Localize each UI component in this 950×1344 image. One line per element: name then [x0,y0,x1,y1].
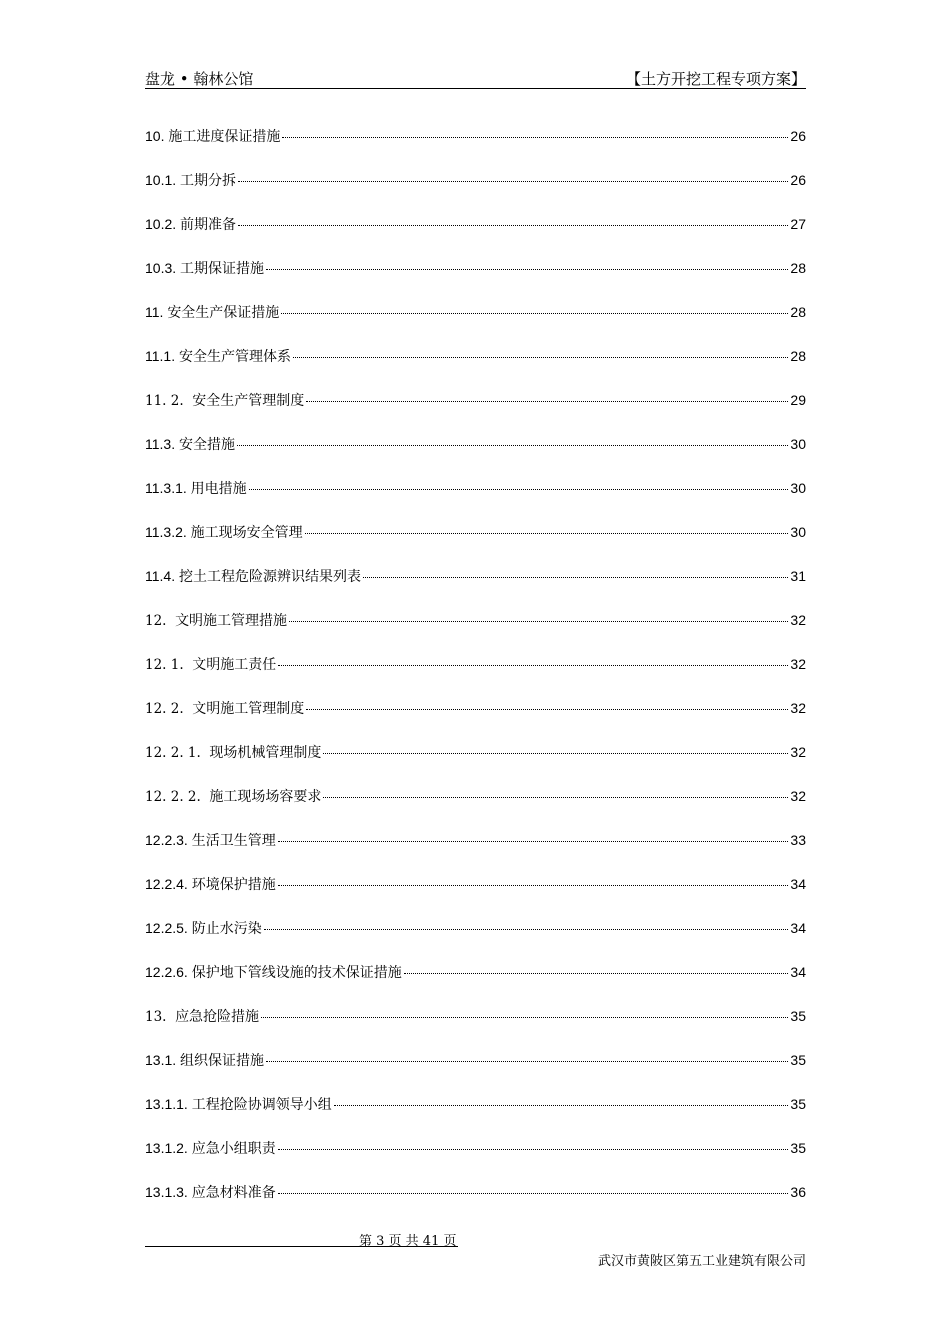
toc-entry-number: 12. 2. 1. [145,745,210,761]
toc-entry-page: 29 [790,392,806,408]
toc-entry-number: 11.1. [145,348,179,364]
toc-entry-page: 34 [790,876,806,892]
toc-entry-page: 32 [790,700,806,716]
toc-entry-page: 33 [790,832,806,848]
toc-entry-title: 工期保证措施 [180,261,265,277]
toc-entry[interactable] [145,434,806,478]
toc-entry-title: 应急抢险措施 [175,1009,260,1025]
toc-entry-page: 35 [790,1008,806,1024]
toc-entry-title: 前期准备 [180,217,237,233]
toc-entry[interactable] [145,1138,806,1182]
toc-entry-page: 30 [790,436,806,452]
toc-entry[interactable] [145,258,806,302]
toc-entry-number: 13.1.2. [145,1140,192,1156]
toc-entry-number: 13. [145,1009,176,1025]
toc-entry-number: 13.1.3. [145,1184,192,1200]
toc-entry[interactable] [145,654,806,698]
toc-dot-leader [237,445,788,446]
toc-entry-title: 安全生产管理制度 [192,393,305,409]
toc-entry[interactable] [145,698,806,742]
toc-entry[interactable] [145,302,806,346]
toc-entry-number: 10. [145,128,169,144]
toc-entry-page: 31 [790,568,806,584]
toc-dot-leader [289,621,788,622]
toc-entry-page: 32 [790,788,806,804]
toc-dot-leader [278,1193,789,1194]
toc-entry-number: 13.1. [145,1052,181,1068]
toc-entry-title: 挖土工程危险源辨识结果列表 [179,569,361,585]
toc-entry-title: 防止水污染 [191,921,262,937]
toc-entry-page: 34 [790,964,806,980]
toc-dot-leader [281,313,788,314]
toc-entry-title: 应急材料准备 [191,1185,276,1201]
toc-entry-page: 28 [790,260,806,276]
toc-dot-leader [278,1149,789,1150]
toc-entry-number: 11. [145,304,168,320]
footer-company-name: 武汉市黄陂区第五工业建筑有限公司 [597,1254,806,1269]
toc-entry-number: 11.3.1. [145,480,191,496]
toc-entry[interactable] [145,1006,806,1050]
toc-entry-title: 环境保护措施 [191,877,276,893]
toc-entry-page: 26 [790,128,806,144]
toc-entry-page: 28 [790,304,806,320]
toc-entry-title: 保护地下管线设施的技术保证措施 [191,965,402,981]
toc-entry-number: 12.2.6. [145,964,192,980]
toc-entry[interactable] [145,478,806,522]
toc-entry-number: 10.2. [145,216,181,232]
toc-entry[interactable] [145,390,806,434]
toc-entry-number: 12. 1. [145,657,193,673]
toc-entry-number: 12. 2. 2. [145,789,210,805]
toc-entry-title: 用电措施 [190,481,247,497]
toc-dot-leader [363,577,788,578]
toc-dot-leader [323,797,788,798]
toc-entry[interactable] [145,170,806,214]
toc-entry-title: 安全生产管理体系 [179,349,291,365]
toc-entry-page: 26 [790,172,806,188]
toc-dot-leader [404,973,789,974]
toc-entry[interactable] [145,962,806,1006]
toc-entry-title: 文明施工管理制度 [192,701,305,717]
toc-entry-title: 安全生产保证措施 [167,305,280,321]
toc-entry-page: 32 [790,744,806,760]
toc-entry-title: 施工现场安全管理 [190,525,303,541]
toc-entry[interactable] [145,126,806,170]
toc-entry-title: 施工现场场容要求 [209,789,322,805]
toc-entry-title: 施工进度保证措施 [168,129,281,145]
toc-entry-number: 11. 2. [145,393,193,409]
toc-entry-number: 12.2.4. [145,876,192,892]
toc-entry-page: 32 [790,656,806,672]
toc-entry-title: 应急小组职责 [191,1141,276,1157]
toc-dot-leader [238,225,788,226]
toc-dot-leader [306,709,788,710]
toc-entry[interactable] [145,214,806,258]
toc-dot-leader [249,489,789,490]
toc-entry-page: 36 [790,1184,806,1200]
toc-entry[interactable] [145,610,806,654]
toc-entry-page: 27 [790,216,806,232]
toc-entry[interactable] [145,874,806,918]
toc-entry-title: 文明施工管理措施 [175,613,288,629]
toc-entry[interactable] [145,1094,806,1138]
toc-entry-page: 34 [790,920,806,936]
toc-entry-page: 30 [790,480,806,496]
toc-dot-leader [264,929,789,930]
toc-dot-leader [282,137,788,138]
footer-page-number: 第 3 页 共 41 页 [359,1234,457,1249]
toc-dot-leader [266,1061,788,1062]
toc-entry-title: 文明施工责任 [192,657,277,673]
toc-entry-title: 工期分拆 [180,173,237,189]
toc-dot-leader [266,269,788,270]
toc-entry-number: 12. [145,613,176,629]
toc-entry[interactable] [145,830,806,874]
toc-entry-number: 12.2.5. [145,920,192,936]
toc-dot-leader [323,753,788,754]
toc-entry[interactable] [145,1050,806,1094]
toc-dot-leader [238,181,788,182]
toc-entry[interactable] [145,522,806,566]
toc-dot-leader [305,533,789,534]
toc-dot-leader [293,357,788,358]
toc-entry[interactable] [145,1182,806,1226]
toc-entry-title: 安全措施 [179,437,235,453]
toc-entry[interactable] [145,786,806,830]
toc-dot-leader [278,841,789,842]
toc-entry[interactable] [145,742,806,786]
toc-entry-number: 11.4. [145,568,179,584]
toc-entry-number: 10.1. [145,172,181,188]
toc-entry-number: 13.1.1. [145,1096,192,1112]
toc-entry-number: 12.2.3. [145,832,192,848]
toc-entry-title: 生活卫生管理 [191,833,276,849]
header-document-title: 【土方开挖工程专项方案】 [625,70,806,88]
toc-dot-leader [261,1017,788,1018]
toc-entry-page: 35 [790,1052,806,1068]
toc-entry-page: 28 [790,348,806,364]
toc-entry-number: 11.3. [145,436,179,452]
toc-dot-leader [306,401,788,402]
toc-entry-page: 32 [790,612,806,628]
toc-dot-leader [278,885,789,886]
toc-dot-leader [334,1105,789,1106]
table-of-contents [145,126,806,1226]
toc-entry[interactable] [145,918,806,962]
toc-entry[interactable] [145,566,806,610]
toc-entry-number: 11.3.2. [145,524,191,540]
header-project-name: 盘龙 • 翰林公馆 [145,70,254,88]
toc-dot-leader [278,665,788,666]
toc-entry-page: 30 [790,524,806,540]
toc-entry-number: 10.3. [145,260,181,276]
toc-entry-number: 12. 2. [145,701,193,717]
toc-entry-title: 现场机械管理制度 [209,745,322,761]
toc-entry-page: 35 [790,1096,806,1112]
toc-entry-title: 工程抢险协调领导小组 [191,1097,332,1113]
toc-entry-page: 35 [790,1140,806,1156]
toc-entry-title: 组织保证措施 [180,1053,265,1069]
toc-entry[interactable] [145,346,806,390]
page-header [145,68,806,89]
